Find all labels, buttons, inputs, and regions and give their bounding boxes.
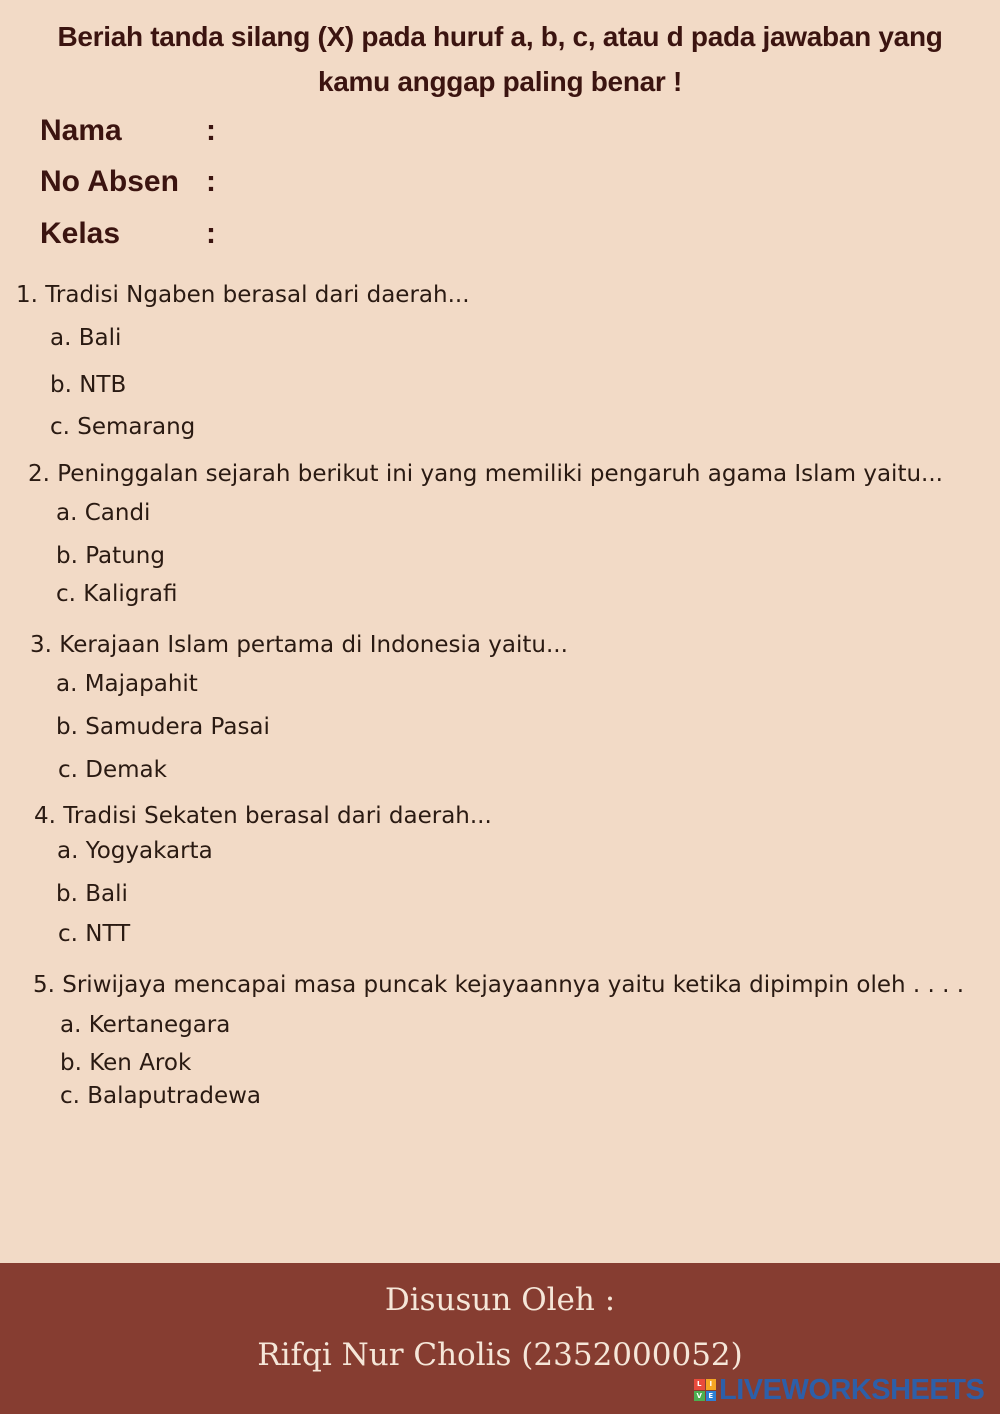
liveworksheets-logo-text: LIVEWORKSHEETS bbox=[719, 1373, 985, 1406]
option-2c[interactable]: c. Kaligrafi bbox=[56, 581, 178, 607]
option-1a[interactable]: a. Bali bbox=[50, 325, 122, 351]
identity-colon: : bbox=[206, 114, 216, 147]
logo-grid-letter: V bbox=[694, 1391, 705, 1402]
option-2b[interactable]: b. Patung bbox=[56, 543, 165, 569]
footer-compiled-by: Disusun Oleh : bbox=[384, 1282, 616, 1318]
instruction-heading bbox=[0, 14, 1000, 104]
question-4: 4. Tradisi Sekaten berasal dari daerah... bbox=[34, 803, 492, 829]
liveworksheets-logo-icon bbox=[694, 1379, 716, 1401]
identity-colon: : bbox=[206, 165, 216, 198]
logo-grid-letter: I bbox=[706, 1379, 717, 1390]
option-1c[interactable]: c. Semarang bbox=[50, 414, 196, 440]
option-4a[interactable]: a. Yogyakarta bbox=[57, 838, 213, 864]
option-5c[interactable]: c. Balaputradewa bbox=[60, 1083, 262, 1109]
question-5: 5. Sriwijaya mencapai masa puncak kejayaannya yaitu ketika dipimpin oleh . . . . bbox=[33, 972, 965, 998]
option-4c[interactable]: c. NTT bbox=[58, 921, 131, 947]
question-1: 1. Tradisi Ngaben berasal dari daerah... bbox=[16, 282, 470, 308]
option-4b[interactable]: b. Bali bbox=[56, 881, 128, 907]
instruction-line-2: kamu anggap paling benar ! bbox=[317, 66, 683, 97]
question-2: 2. Peninggalan sejarah berikut ini yang memiliki pengaruh agama Islam yaitu... bbox=[28, 461, 943, 487]
logo-grid-letter: L bbox=[694, 1379, 705, 1390]
option-3a[interactable]: a. Majapahit bbox=[56, 671, 198, 697]
identity-label: Nama bbox=[40, 114, 122, 147]
identity-label: Kelas bbox=[40, 217, 121, 250]
instruction-line-1: Beriah tanda silang (X) pada huruf a, b, c, atau d pada jawaban yang bbox=[57, 21, 943, 52]
logo-grid-letter: E bbox=[706, 1391, 717, 1402]
question-3: 3. Kerajaan Islam pertama di Indonesia yaitu... bbox=[30, 632, 568, 658]
option-1b[interactable]: b. NTB bbox=[50, 372, 127, 398]
liveworksheets-logo bbox=[694, 1373, 985, 1406]
option-5a[interactable]: a. Kertanegara bbox=[60, 1012, 231, 1038]
option-3b[interactable]: b. Samudera Pasai bbox=[56, 714, 270, 740]
identity-colon: : bbox=[206, 217, 216, 250]
option-5b[interactable]: b. Ken Arok bbox=[60, 1050, 192, 1076]
footer-author: Rifqi Nur Cholis (2352000052) bbox=[257, 1337, 743, 1373]
option-2a[interactable]: a. Candi bbox=[56, 500, 151, 526]
option-3c[interactable]: c. Demak bbox=[58, 757, 167, 783]
identity-label: No Absen bbox=[40, 165, 179, 198]
